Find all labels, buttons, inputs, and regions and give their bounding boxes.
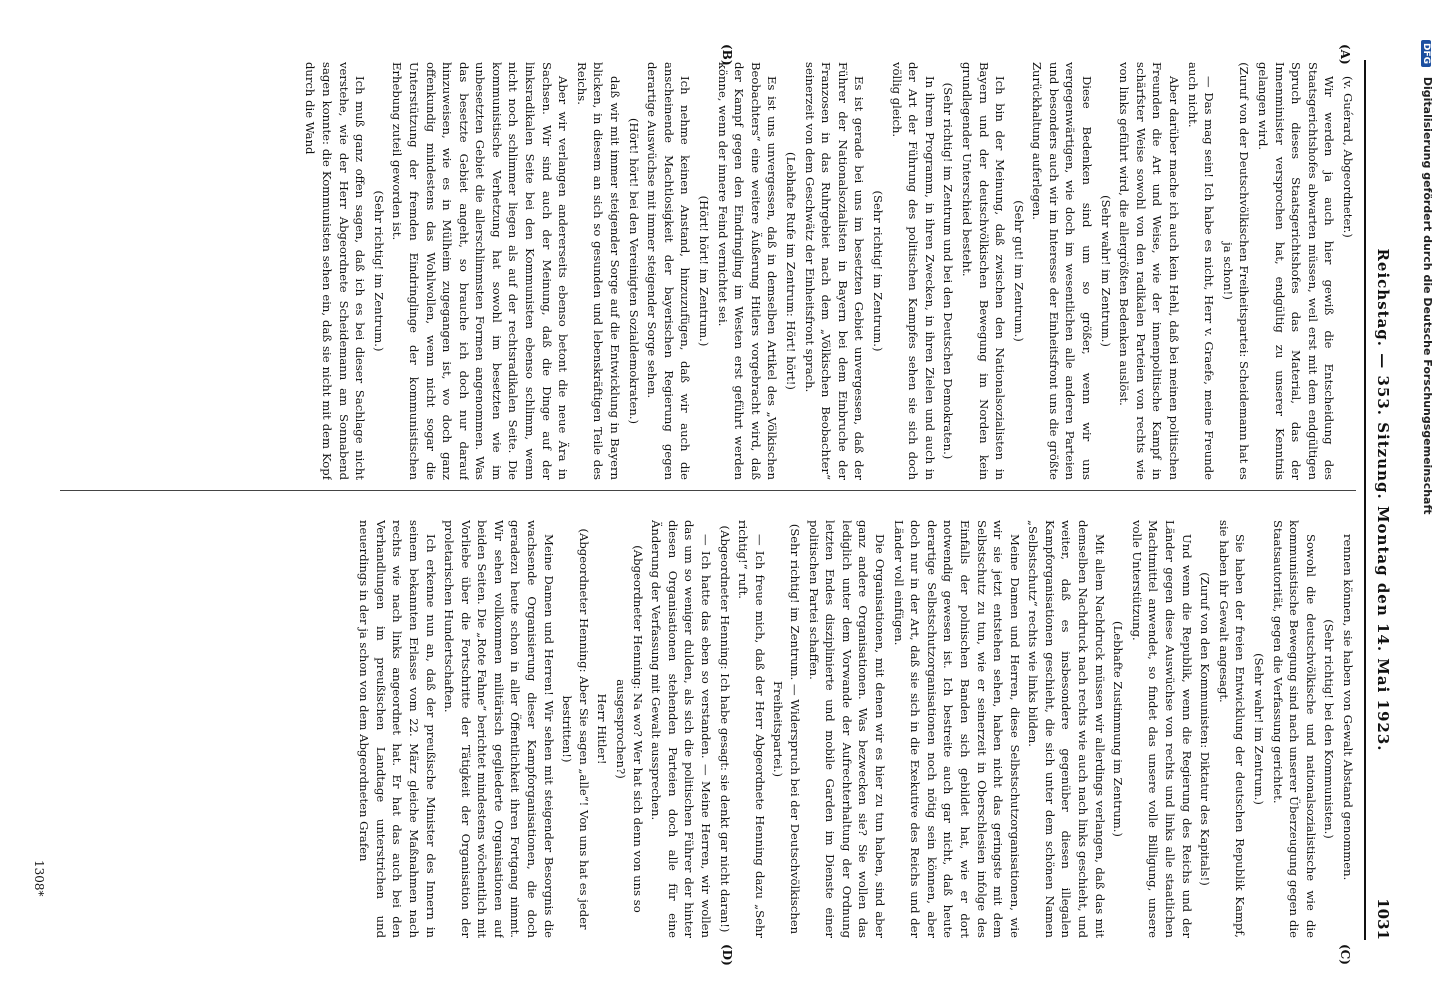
text-column-right	[56, 520, 1356, 938]
paragraph: Aber wir verlangen andererseits ebenso betont die neue Ära in Sachsen. Wir sind auch der Meinung, daß die Dinge auf der linksradikalen Seite bei den Kommunisten ebenso schlimm, wenn nicht noch schlimmer liegen als auf der rechtsradikalen Seite. Die kommunistische Verhetzung hat sowohl im besetzten wie im unbesetzten Gebiet die allerschlimmsten Formen angenommen. Was das besetzte Gebiet angeht, so brauche ich doch nur darauf hinzuweisen, wie es in Mülheim zugegangen ist, wo doch ganz offenkundig mindestens das Wohlwollen, wenn nicht sogar die Unterstützung der fremden Eindringlinge der kommunistischen Erhebung zuteil geworden ist.	[390, 62, 571, 480]
header-title: Reichstag. — 353. Sitzung. Montag den 14. Mai 1923.	[1374, 248, 1392, 752]
paragraph: Meine Damen und Herren, diese Selbstschutzorganisationen, wie wir sie jetzt entstehen sehen, haben nicht das geringste mit dem Selbstschutz zu tun, wie er seinerzeit in Oberschlesien infolge des Einfalls der polnischen Banden sich gebildet hat, wie er dort notwendig gewesen ist. Ich bestreite auch gar nicht, daß heute derartige Selbstschutzorganisationen noch nötig sein können, aber doch nur in der Art, daß sie sich in die Exekutive des Reichs und der Länder voll einfügen.	[891, 520, 1022, 938]
paragraph: Wir werden ja auch hier gewiß die Entscheidung des Staatsgerichtshofes abwarten müssen, weil erst mit dem endgültigen Spruch dieses Staatsgerichtshofes das Material, das der Innenminister versprochen hat, endgültig zu unserer Kenntnis gelangen wird.	[1256, 62, 1337, 480]
paragraph: daß wir mit immer steigender Sorge auf die Entwicklung in Bayern blicken, in diesem an sich so gesunden und lebenskräftigen Teile des Reichs.	[574, 62, 623, 480]
dfg-logo: DFG	[1421, 40, 1431, 67]
interjection: (Zuruf von den Kommunisten: Diktatur des Kapitals!)	[1198, 572, 1213, 886]
paragraph: rennen können, sie haben von Gewalt Abstand genommen.	[1341, 534, 1355, 881]
interjection: (Sehr richtig! im Zentrum. — Widerspruch bei der Deutschvölkischen Freiheitspartei.)	[771, 523, 802, 935]
margin-mark-a: (A)	[1338, 44, 1352, 65]
interjection: (Abgeordneter Henning: Na wo? Wer hat sich denn von uns so ausgesprochen?)	[614, 545, 645, 913]
margin-mark-c: (C)	[1338, 944, 1352, 965]
interjection: (Hört! hört! bei den Vereinigten Sozialdemokraten.)	[626, 117, 641, 425]
interjection: (Sehr richtig! im Zentrum.)	[371, 190, 386, 352]
interjection: (Sehr richtig! im Zentrum.)	[870, 190, 885, 352]
page-header	[1364, 60, 1396, 940]
paragraph: Ich muß ganz offen sagen, daß ich es bei dieser Sachlage nicht verstehe, wie der Herr Abgeordnete Scheidemann am Sonnabend sagen konnte: die Kommunisten sehen ein, daß sie nicht mit dem Kopf durch die Wand	[303, 62, 368, 480]
signature-mark: 1308*	[32, 860, 46, 897]
paragraph: Aber darüber mache ich auch kein Hehl, daß bei meinen politischen Freunden die Art und Weise, wie der innenpolitische Kampf in schärfster Weise sowohl von den radikalen Parteien von rechts wie von links geführt wird, die allergrößten Bedenken auslöst.	[1117, 62, 1182, 480]
digitization-note	[1410, 40, 1434, 1000]
margin-mark-d: (D)	[720, 944, 734, 966]
interjection: (Abgeordneter Henning: Ich habe gesagt: sie denkt gar nicht daran!)	[717, 525, 732, 933]
interjection: (Sehr gut! im Zentrum.)	[1011, 200, 1026, 342]
paragraph: — Das mag sein! Ich habe es nicht, Herr v. Graefe, meine Freunde auch nicht.	[1185, 62, 1217, 480]
text-column-left	[56, 62, 1356, 480]
paragraph: — Ich freue mich, daß der Herr Abgeordnete Henning dazu „Sehr richtig!“ ruft.	[736, 520, 767, 938]
paragraph: Es ist uns unvergessen, daß in demselben Artikel des „Völkischen Beobachters“ eine weitere Äußerung Hitlers vorgebracht wird, daß der Kampf gegen den Eindringling im Westen erst geführt werden könne, wenn der innere Feind vernichtet sei.	[715, 62, 780, 480]
paragraph: Es ist gerade bei uns im besetzten Gebiet unvergessen, daß der Führer der Nationalsozialisten in Bayern bei dem Einbruche der Franzosen in das Ruhrgebiet nach dem „Völkischen Beobachter“ seinerzeit von dem Geschwätz der Einheitsfront sprach.	[802, 62, 867, 480]
paragraph: Und wenn die Republik, wenn die Regierung des Reichs und der Länder gegen diese Auswüchse von rechts und links alle staatlichen Machtmittel anwendet, so findet das unsere volle Billigung, unsere volle Unterstützung.	[1129, 520, 1194, 938]
paragraph: (v. Guérard, Abgeordneter.)	[1341, 76, 1355, 238]
interjection: (Lebhafte Rufe im Zentrum: Hört! hört!)	[784, 152, 798, 390]
paragraph: Diese Bedenken sind um so größer, wenn wir uns vergegenwärtigen, wie doch im wesentlichen alle anderen Parteien und besonders auch wir im Interesse der Einheitsfront uns die größte Zurückhaltung auferlegen.	[1030, 62, 1095, 480]
paragraph: Sowohl die deutschvölkische und nationalsozialistische wie die kommunistische Bewegung sind nach unserer Überzeugung gegen die Staatsautorität, gegen die Verfassung gerichtet.	[1270, 520, 1318, 938]
interjection: (Sehr richtig! im Zentrum und bei den Deutschen Demokraten.)	[941, 82, 956, 460]
paragraph: In ihrem Programm, in ihren Zwecken, in ihren Zielen und auch in der Art der Führung des politischen Kampfes sehen sie sich doch völlig gleich.	[889, 62, 937, 480]
interjection: (Sehr wahr! im Zentrum.)	[1098, 195, 1113, 347]
paragraph: — Ich hatte das eben so verstanden. — Meine Herren, wir wollen das um so weniger dulden, als sich die politischen Führer der hinter diesen Organisationen stehenden Parteien doch alle für eine Änderung der Verfassung mit Gewalt aussprechen.	[649, 520, 714, 938]
column-divider	[60, 490, 1356, 491]
page-number: 1031	[1374, 898, 1392, 940]
paragraph: Ich erkenne nun an, daß der preußische Minister des Innern in seinem bekannten Erlasse vom 22. März gleiche Maßnahmen nach rechts wie nach links angeordnet hat. Er hat das auch bei den Verhandlungen im preußischen Landtage unterstrichen und neuerdings in der ja schon von dem Abgeordneten Grafen	[357, 520, 438, 938]
interjection: (Lebhafte Zustimmung im Zentrum.)	[1111, 621, 1126, 837]
interjection: (Sehr richtig! bei den Kommunisten.)	[1322, 619, 1337, 839]
paragraph: Meine Damen und Herren! Wir sehen mit steigender Besorgnis die wachsende Organisierung dieser Kampforganisationen, die doch geradezu heute schon in aller Öffentlichkeit ihren Fortgang nimmt. Wir sehen vollkommen militärisch gegliederte Organisationen auf beiden Seiten. Die „Rote Fahne“ berichtet mindestens wöchentlich mit Vorliebe über die Fortschritte der Tätigkeit der Organisation der proletarischen Hundertschaften.	[442, 520, 556, 938]
paragraph: Sie haben der freien Entwicklung der deutschen Republik Kampf, sie haben ihr Gewalt angesagt.	[1216, 520, 1248, 938]
digitization-note-text: Digitalisierung gefördert durch die Deutsche Forschungsgemeinschaft	[1421, 76, 1434, 515]
interjection: Herr Hitler!	[595, 693, 610, 765]
interjection: (Abgeordneter Henning: Aber Sie sagen „alle“! Von uns hat es jeder bestritten!)	[560, 528, 591, 930]
paragraph: Mit allem Nachdruck müssen wir allerdings verlangen, daß das mit demselben Nachdruck nach rechts wie auch nach links geschieht, und weiter, daß es insbesondere gegenüber diesen illegalen Kampforganisationen geschieht, die sich unter dem schönen Namen „Selbstschutz“ rechts wie links bilden.	[1026, 520, 1107, 938]
interjection: (Hört! hört! im Zentrum.)	[697, 195, 712, 347]
paragraph: Ich bin der Meinung, daß zwischen den Nationalsozialisten in Bayern und der deutschvölkischen Bewegung im Norden kein grundlegender Unterschied besteht.	[959, 62, 1008, 480]
interjection: (Sehr wahr! im Zentrum.)	[1252, 653, 1267, 805]
paragraph: Ich nehme keinen Anstand, hinzuzufügen, daß wir auch die anscheinende Machtlosigkeit der bayerischen Regierung gegen derartige Auswüchse mit immer steigender Sorge sehen.	[645, 62, 693, 480]
paragraph: Die Organisationen, mit denen wir es hier zu tun haben, sind aber ganz andere Organisationen. Was bezwecken sie? Sie wollen das lediglich unter dem Vorwande der Aufrechterhaltung der Ordnung letzten Endes disziplinierte und mobile Garden im Dienste einer politischen Partei schaffen.	[806, 520, 887, 938]
margin-mark-b: (B)	[720, 44, 734, 66]
interjection: (Zuruf von der Deutschvölkischen Freiheitspartei: Scheidemann hat es ja schon!)	[1220, 62, 1252, 480]
